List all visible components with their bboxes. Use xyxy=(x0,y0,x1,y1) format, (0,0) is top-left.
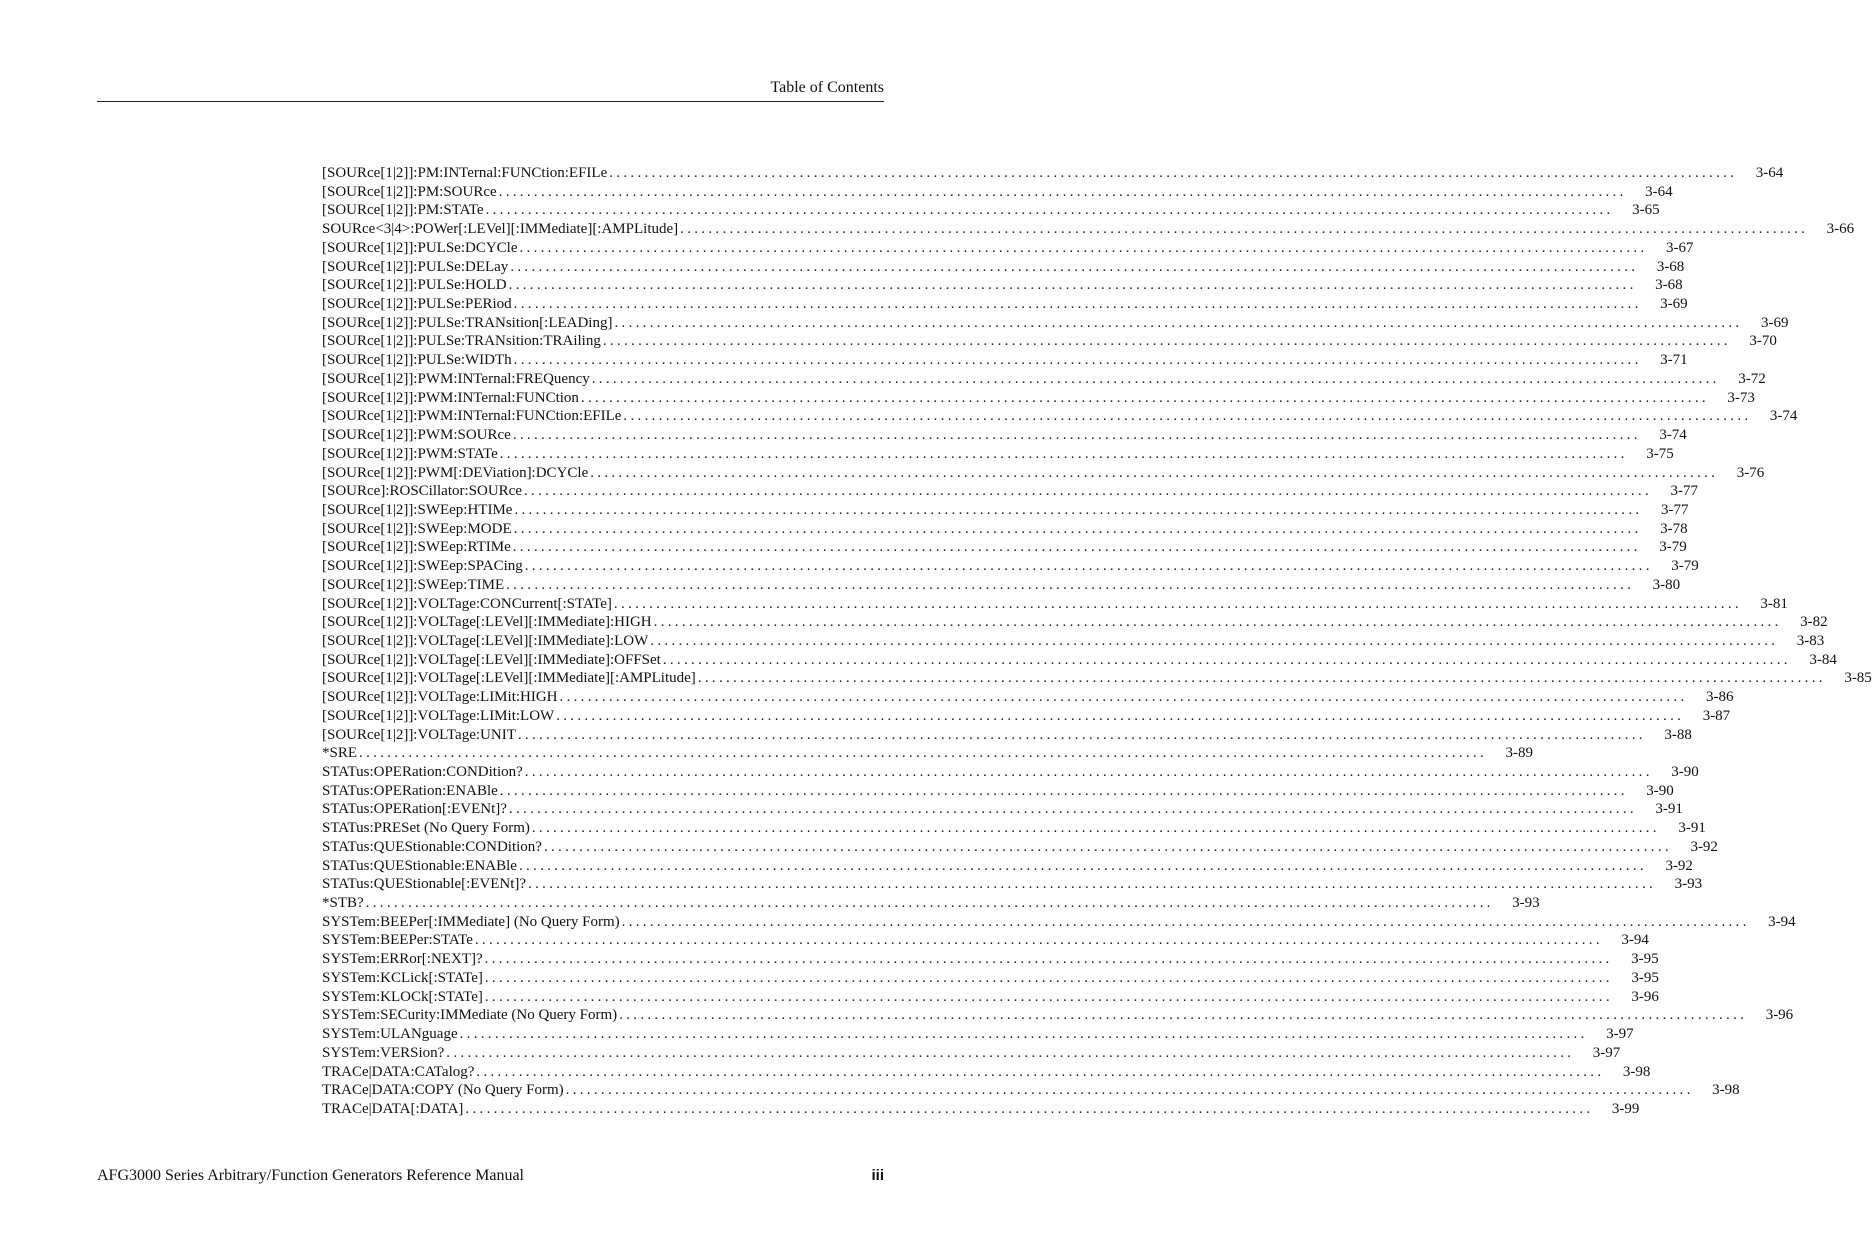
toc-entry-page: 3-74 xyxy=(1769,408,1798,425)
toc-entry-title: STATus:OPERation:CONDition? xyxy=(322,764,523,780)
toc-dot-leader: ................................................................................................................................................................ xyxy=(513,352,1642,369)
toc-dot-leader: ................................................................................................................................................................ xyxy=(531,820,1660,837)
toc-entry-title: [SOURce[1|2]]:PM:SOURce xyxy=(322,183,497,200)
toc-entry-page: 3-82 xyxy=(1800,614,1828,631)
toc-entry-title: [SOURce[1|2]]:SWEep:MODE xyxy=(322,520,512,537)
toc-entry-title: *STB? xyxy=(322,895,364,912)
toc-entry[interactable] xyxy=(322,164,1784,183)
toc-entry-page: 3-94 xyxy=(1768,913,1796,930)
toc-entry-title: SYSTem:VERSion? xyxy=(322,1044,445,1061)
toc-entry-page: 3-87 xyxy=(1702,707,1731,724)
toc-entry[interactable] xyxy=(322,800,1683,819)
toc-entry-page: 3-64 xyxy=(1755,165,1784,181)
toc-dot-leader: ................................................................................................................................................................ xyxy=(459,1026,1588,1043)
toc-entry-title: SOURce<3|4>:POWer[:LEVel][:IMMediate][:AMPLitude] xyxy=(322,221,679,238)
toc-entry-page: 3-77 xyxy=(1660,501,1689,518)
toc-entry[interactable] xyxy=(322,857,1693,876)
toc-dot-leader: ................................................................................................................................................................ xyxy=(465,1100,1594,1117)
toc-dot-leader: ................................................................................................................................................................ xyxy=(524,558,1653,575)
toc-entry-title: [SOURce[1|2]]:PM:STATe xyxy=(322,202,484,219)
toc-entry[interactable] xyxy=(322,276,1683,295)
toc-entry-page: 3-96 xyxy=(1765,1007,1794,1024)
toc-entry[interactable] xyxy=(322,726,1692,745)
toc-entry-page: 3-80 xyxy=(1652,576,1681,593)
toc-entry[interactable] xyxy=(322,688,1734,707)
toc-entry[interactable] xyxy=(322,576,1681,595)
toc-entry-title: SYSTem:BEEPer:STATe xyxy=(322,932,473,949)
toc-entry-title: [SOURce[1|2]]:PWM:SOURce xyxy=(322,427,511,444)
toc-entry[interactable] xyxy=(322,1100,1640,1119)
toc-dot-leader: ................................................................................................................................................................ xyxy=(512,539,1641,556)
toc-dot-leader: ................................................................................................................................................................ xyxy=(518,857,1647,874)
toc-dot-leader: ................................................................................................................................................................ xyxy=(474,932,1603,949)
toc-entry[interactable] xyxy=(322,838,1718,857)
toc-dot-leader: ................................................................................................................................................................ xyxy=(614,314,1743,331)
footer-page-number: iii xyxy=(871,1167,884,1184)
toc-entry-title: [SOURce[1|2]]:VOLTage:LIMit:LOW xyxy=(322,707,555,724)
toc-entry-page: 3-92 xyxy=(1690,838,1718,855)
toc-entry-title: [SOURce[1|2]]:VOLTage[:LEVel][:IMMediate]:LOW xyxy=(322,632,649,649)
toc-entry-page: 3-97 xyxy=(1592,1044,1621,1061)
toc-entry-title: [SOURce[1|2]]:PWM:INTernal:FUNCtion:EFILe xyxy=(322,408,622,425)
toc-dot-leader: ................................................................................................................................................................ xyxy=(446,1044,1575,1061)
toc-entry-page: 3-77 xyxy=(1670,483,1698,500)
toc-entry-page: 3-98 xyxy=(1622,1063,1651,1080)
toc-entry-page: 3-70 xyxy=(1749,333,1777,350)
toc-dot-leader: ................................................................................................................................................................ xyxy=(484,988,1613,1005)
toc-entry-page: 3-94 xyxy=(1621,932,1649,949)
toc-dot-leader: ................................................................................................................................................................ xyxy=(513,296,1642,313)
toc-entry[interactable] xyxy=(322,595,1788,614)
toc-entry-page: 3-64 xyxy=(1645,183,1673,200)
toc-entry-title: [SOURce[1|2]]:PWM[:DEViation]:DCYCle xyxy=(322,464,589,481)
running-header-title: Table of Contents xyxy=(770,79,884,96)
toc-entry-page: 3-90 xyxy=(1671,764,1699,780)
toc-entry[interactable] xyxy=(322,389,1755,408)
toc-entry[interactable] xyxy=(322,707,1731,726)
toc-entry-title: TRACe|DATA:COPY (No Query Form) xyxy=(322,1082,564,1099)
toc-entry[interactable] xyxy=(322,894,1540,913)
toc-entry-page: 3-76 xyxy=(1736,464,1765,481)
toc-dot-leader: ................................................................................................................................................................ xyxy=(506,576,1635,593)
toc-entry[interactable] xyxy=(322,1025,1634,1044)
toc-dot-leader: ................................................................................................................................................................ xyxy=(602,333,1731,350)
toc-entry-title: [SOURce[1|2]]:PWM:INTernal:FUNCtion xyxy=(322,389,579,406)
toc-entry-title: [SOURce[1|2]]:SWEep:HTIMe xyxy=(322,501,513,518)
toc-entry-page: 3-89 xyxy=(1505,745,1534,762)
toc-entry-page: 3-78 xyxy=(1660,520,1688,537)
toc-entry[interactable] xyxy=(322,931,1649,950)
toc-dot-leader: ................................................................................................................................................................ xyxy=(517,726,1646,743)
toc-entry-page: 3-95 xyxy=(1631,951,1659,968)
toc-entry[interactable] xyxy=(322,1063,1651,1082)
toc-dot-leader: ................................................................................................................................................................ xyxy=(498,183,1627,200)
toc-entry-page: 3-96 xyxy=(1631,988,1659,1005)
toc-entry-title: [SOURce[1|2]]:PULSe:WIDTh xyxy=(322,352,512,369)
toc-entry-page: 3-93 xyxy=(1674,876,1703,893)
toc-dot-leader: ................................................................................................................................................................ xyxy=(513,520,1642,537)
toc-entry[interactable] xyxy=(322,220,1855,239)
toc-dot-leader: ................................................................................................................................................................ xyxy=(499,445,1628,462)
toc-entry[interactable] xyxy=(322,295,1688,314)
toc-entry[interactable] xyxy=(322,258,1685,277)
toc-entry-title: SYSTem:KLOCk[:STATe] xyxy=(322,988,483,1005)
toc-entry[interactable] xyxy=(322,969,1659,988)
toc-entry-title: [SOURce[1|2]]:PM:INTernal:FUNCtion:EFILe xyxy=(322,165,608,181)
toc-entry-page: 3-81 xyxy=(1760,595,1788,612)
toc-entry-title: [SOURce[1|2]]:PULSe:HOLD xyxy=(322,277,507,294)
toc-dot-leader: ................................................................................................................................................................ xyxy=(476,1063,1605,1080)
toc-dot-leader: ................................................................................................................................................................ xyxy=(580,389,1709,406)
toc-entry-title: STATus:QUEStionable:CONDition? xyxy=(322,838,542,855)
toc-entry[interactable] xyxy=(322,744,1534,763)
toc-dot-leader: ................................................................................................................................................................ xyxy=(512,427,1641,444)
toc-entry[interactable] xyxy=(322,988,1659,1007)
toc-dot-leader: ................................................................................................................................................................ xyxy=(680,221,1809,238)
toc-entry[interactable] xyxy=(322,520,1688,539)
toc-dot-leader: ................................................................................................................................................................ xyxy=(524,764,1653,780)
toc-dot-leader: ................................................................................................................................................................ xyxy=(508,801,1637,818)
toc-entry-title: [SOURce[1|2]]:SWEep:TIME xyxy=(322,576,505,593)
toc-entry-page: 3-65 xyxy=(1632,202,1660,219)
toc-entry-page: 3-83 xyxy=(1796,632,1825,649)
toc-entry-page: 3-79 xyxy=(1671,558,1699,575)
toc-dot-leader: ................................................................................................................................................................ xyxy=(591,370,1720,387)
toc-dot-leader: ................................................................................................................................................................ xyxy=(519,239,1648,256)
toc-entry[interactable] xyxy=(322,782,1674,801)
toc-entry-page: 3-71 xyxy=(1660,352,1688,369)
toc-entry[interactable] xyxy=(322,464,1765,483)
toc-entry[interactable] xyxy=(322,1044,1621,1063)
toc-entry-title: [SOURce[1|2]]:VOLTage:CONCurrent[:STATe] xyxy=(322,595,612,612)
toc-entry-title: [SOURce[1|2]]:SWEep:RTIMe xyxy=(322,539,511,556)
toc-dot-leader: ................................................................................................................................................................ xyxy=(621,913,1750,930)
toc-entry-page: 3-69 xyxy=(1660,296,1688,313)
toc-entry-title: STATus:OPERation:ENABle xyxy=(322,782,498,799)
toc-entry[interactable] xyxy=(322,426,1687,445)
toc-dot-leader: ................................................................................................................................................................ xyxy=(359,745,1488,762)
toc-entry[interactable] xyxy=(322,632,1825,651)
toc-entry[interactable] xyxy=(322,351,1688,370)
toc-dot-leader: ................................................................................................................................................................ xyxy=(650,632,1779,649)
toc-entry-page: 3-69 xyxy=(1760,314,1789,331)
toc-entry[interactable] xyxy=(322,613,1828,632)
toc-entry-title: SYSTem:KCLick[:STATe] xyxy=(322,969,483,986)
toc-entry-title: STATus:OPERation[:EVENt]? xyxy=(322,801,507,818)
toc-dot-leader: ................................................................................................................................................................ xyxy=(485,202,1614,219)
toc-dot-leader: ................................................................................................................................................................ xyxy=(484,969,1613,986)
toc-dot-leader: ................................................................................................................................................................ xyxy=(559,689,1688,706)
toc-entry-title: [SOURce[1|2]]:PULSe:DELay xyxy=(322,258,509,275)
toc-dot-leader: ................................................................................................................................................................ xyxy=(510,258,1639,275)
toc-entry[interactable] xyxy=(322,239,1694,258)
toc-entry-page: 3-85 xyxy=(1844,670,1872,687)
toc-entry-title: SYSTem:ERRor[:NEXT]? xyxy=(322,951,483,968)
toc-entry[interactable] xyxy=(322,651,1837,670)
toc-entry-title: [SOURce[1|2]]:VOLTage:UNIT xyxy=(322,726,516,743)
toc-entry-title: STATus:QUEStionable:ENABle xyxy=(322,857,517,874)
toc-dot-leader: ................................................................................................................................................................ xyxy=(543,838,1672,855)
toc-entry[interactable] xyxy=(322,482,1698,501)
toc-dot-leader: ................................................................................................................................................................ xyxy=(662,651,1791,668)
toc-entry-page: 3-72 xyxy=(1738,370,1766,387)
toc-entry[interactable] xyxy=(322,875,1703,894)
toc-entry-page: 3-99 xyxy=(1611,1100,1640,1117)
toc-entry-title: [SOURce[1|2]]:VOLTage[:LEVel][:IMMediate]:OFFSet xyxy=(322,651,661,668)
toc-entry-title: TRACe|DATA[:DATA] xyxy=(322,1100,464,1117)
toc-dot-leader: ................................................................................................................................................................ xyxy=(613,595,1742,612)
toc-dot-leader: ................................................................................................................................................................ xyxy=(565,1082,1694,1099)
toc-entry-title: [SOURce[1|2]]:PULSe:TRANsition[:LEADing] xyxy=(322,314,613,331)
toc-entry[interactable] xyxy=(322,913,1796,932)
toc-dot-leader: ................................................................................................................................................................ xyxy=(697,670,1826,687)
toc-entry-page: 3-88 xyxy=(1664,726,1692,743)
toc-dot-leader: ................................................................................................................................................................ xyxy=(528,876,1657,893)
toc-entry-title: [SOURce]:ROSCillator:SOURce xyxy=(322,483,522,500)
toc-entry[interactable] xyxy=(322,950,1659,969)
toc-entry[interactable] xyxy=(322,1006,1794,1025)
toc-entry-title: SYSTem:BEEPer[:IMMediate] (No Query Form) xyxy=(322,913,620,930)
toc-entry-title: [SOURce[1|2]]:PULSe:TRANsition:TRAiling xyxy=(322,333,601,350)
toc-entry-page: 3-79 xyxy=(1659,539,1687,556)
toc-dot-leader: ................................................................................................................................................................ xyxy=(499,782,1628,799)
toc-entry-page: 3-97 xyxy=(1606,1026,1634,1043)
toc-entry[interactable] xyxy=(322,538,1687,557)
toc-entry-page: 3-75 xyxy=(1646,445,1674,462)
toc-entry-page: 3-91 xyxy=(1655,801,1683,818)
toc-entry-title: TRACe|DATA:CATalog? xyxy=(322,1063,475,1080)
toc-dot-leader: ................................................................................................................................................................ xyxy=(484,951,1613,968)
toc-entry[interactable] xyxy=(322,332,1777,351)
toc-entry[interactable] xyxy=(322,407,1798,426)
toc-dot-leader: ................................................................................................................................................................ xyxy=(609,165,1738,181)
toc-entry[interactable] xyxy=(322,819,1706,838)
toc-entry-page: 3-73 xyxy=(1727,389,1755,406)
toc-entry-page: 3-68 xyxy=(1656,258,1685,275)
toc-entry-page: 3-67 xyxy=(1665,239,1694,256)
toc-entry-title: [SOURce[1|2]]:PULSe:DCYCle xyxy=(322,239,518,256)
toc-dot-leader: ................................................................................................................................................................ xyxy=(590,464,1719,481)
header-rule xyxy=(97,101,884,102)
toc-entry-title: [SOURce[1|2]]:PULSe:PERiod xyxy=(322,296,512,313)
toc-entry-page: 3-92 xyxy=(1665,857,1693,874)
toc-entry-page: 3-90 xyxy=(1646,782,1674,799)
toc-entry-page: 3-93 xyxy=(1512,895,1540,912)
toc-entry-page: 3-95 xyxy=(1631,969,1659,986)
toc-entry-title: STATus:PRESet (No Query Form) xyxy=(322,820,530,837)
toc-dot-leader: ................................................................................................................................................................ xyxy=(623,408,1752,425)
toc-list xyxy=(322,164,1872,1119)
toc-dot-leader: ................................................................................................................................................................ xyxy=(653,614,1782,631)
toc-entry[interactable] xyxy=(322,183,1673,202)
toc-entry-title: SYSTem:SECurity:IMMediate (No Query Form) xyxy=(322,1007,618,1024)
toc-dot-leader: ................................................................................................................................................................ xyxy=(508,277,1637,294)
toc-entry-page: 3-68 xyxy=(1655,277,1683,294)
toc-entry[interactable] xyxy=(322,314,1789,333)
toc-entry-page: 3-86 xyxy=(1706,689,1734,706)
toc-entry[interactable] xyxy=(322,370,1766,389)
toc-entry[interactable] xyxy=(322,445,1674,464)
toc-entry-page: 3-91 xyxy=(1678,820,1706,837)
toc-dot-leader: ................................................................................................................................................................ xyxy=(619,1007,1748,1024)
toc-entry-title: [SOURce[1|2]]:VOLTage[:LEVel][:IMMediate]:HIGH xyxy=(322,614,652,631)
toc-entry-page: 3-74 xyxy=(1659,427,1687,444)
toc-entry-page: 3-84 xyxy=(1809,651,1837,668)
toc-entry-title: [SOURce[1|2]]:PWM:INTernal:FREQuency xyxy=(322,370,590,387)
toc-entry-page: 3-98 xyxy=(1712,1082,1740,1099)
toc-dot-leader: ................................................................................................................................................................ xyxy=(365,895,1494,912)
toc-entry[interactable] xyxy=(322,501,1689,520)
toc-entry-title: [SOURce[1|2]]:VOLTage[:LEVel][:IMMediate][:AMPLitude] xyxy=(322,670,696,687)
footer-manual-title: AFG3000 Series Arbitrary/Function Generators Reference Manual xyxy=(97,1167,524,1184)
toc-dot-leader: ................................................................................................................................................................ xyxy=(514,501,1643,518)
toc-entry[interactable] xyxy=(322,763,1699,782)
toc-entry[interactable] xyxy=(322,1081,1740,1100)
toc-entry-title: STATus:QUEStionable[:EVENt]? xyxy=(322,876,527,893)
toc-entry[interactable] xyxy=(322,201,1660,220)
toc-entry-title: [SOURce[1|2]]:SWEep:SPACing xyxy=(322,558,523,575)
toc-entry-title: *SRE xyxy=(322,745,358,762)
toc-entry[interactable] xyxy=(322,557,1699,576)
toc-entry-title: [SOURce[1|2]]:VOLTage:LIMit:HIGH xyxy=(322,689,558,706)
toc-dot-leader: ................................................................................................................................................................ xyxy=(524,483,1652,500)
toc-dot-leader: ................................................................................................................................................................ xyxy=(556,707,1685,724)
toc-entry-page: 3-66 xyxy=(1826,221,1855,238)
toc-entry-title: [SOURce[1|2]]:PWM:STATe xyxy=(322,445,498,462)
toc-entry-title: SYSTem:ULANguage xyxy=(322,1026,458,1043)
toc-entry[interactable] xyxy=(322,669,1872,688)
